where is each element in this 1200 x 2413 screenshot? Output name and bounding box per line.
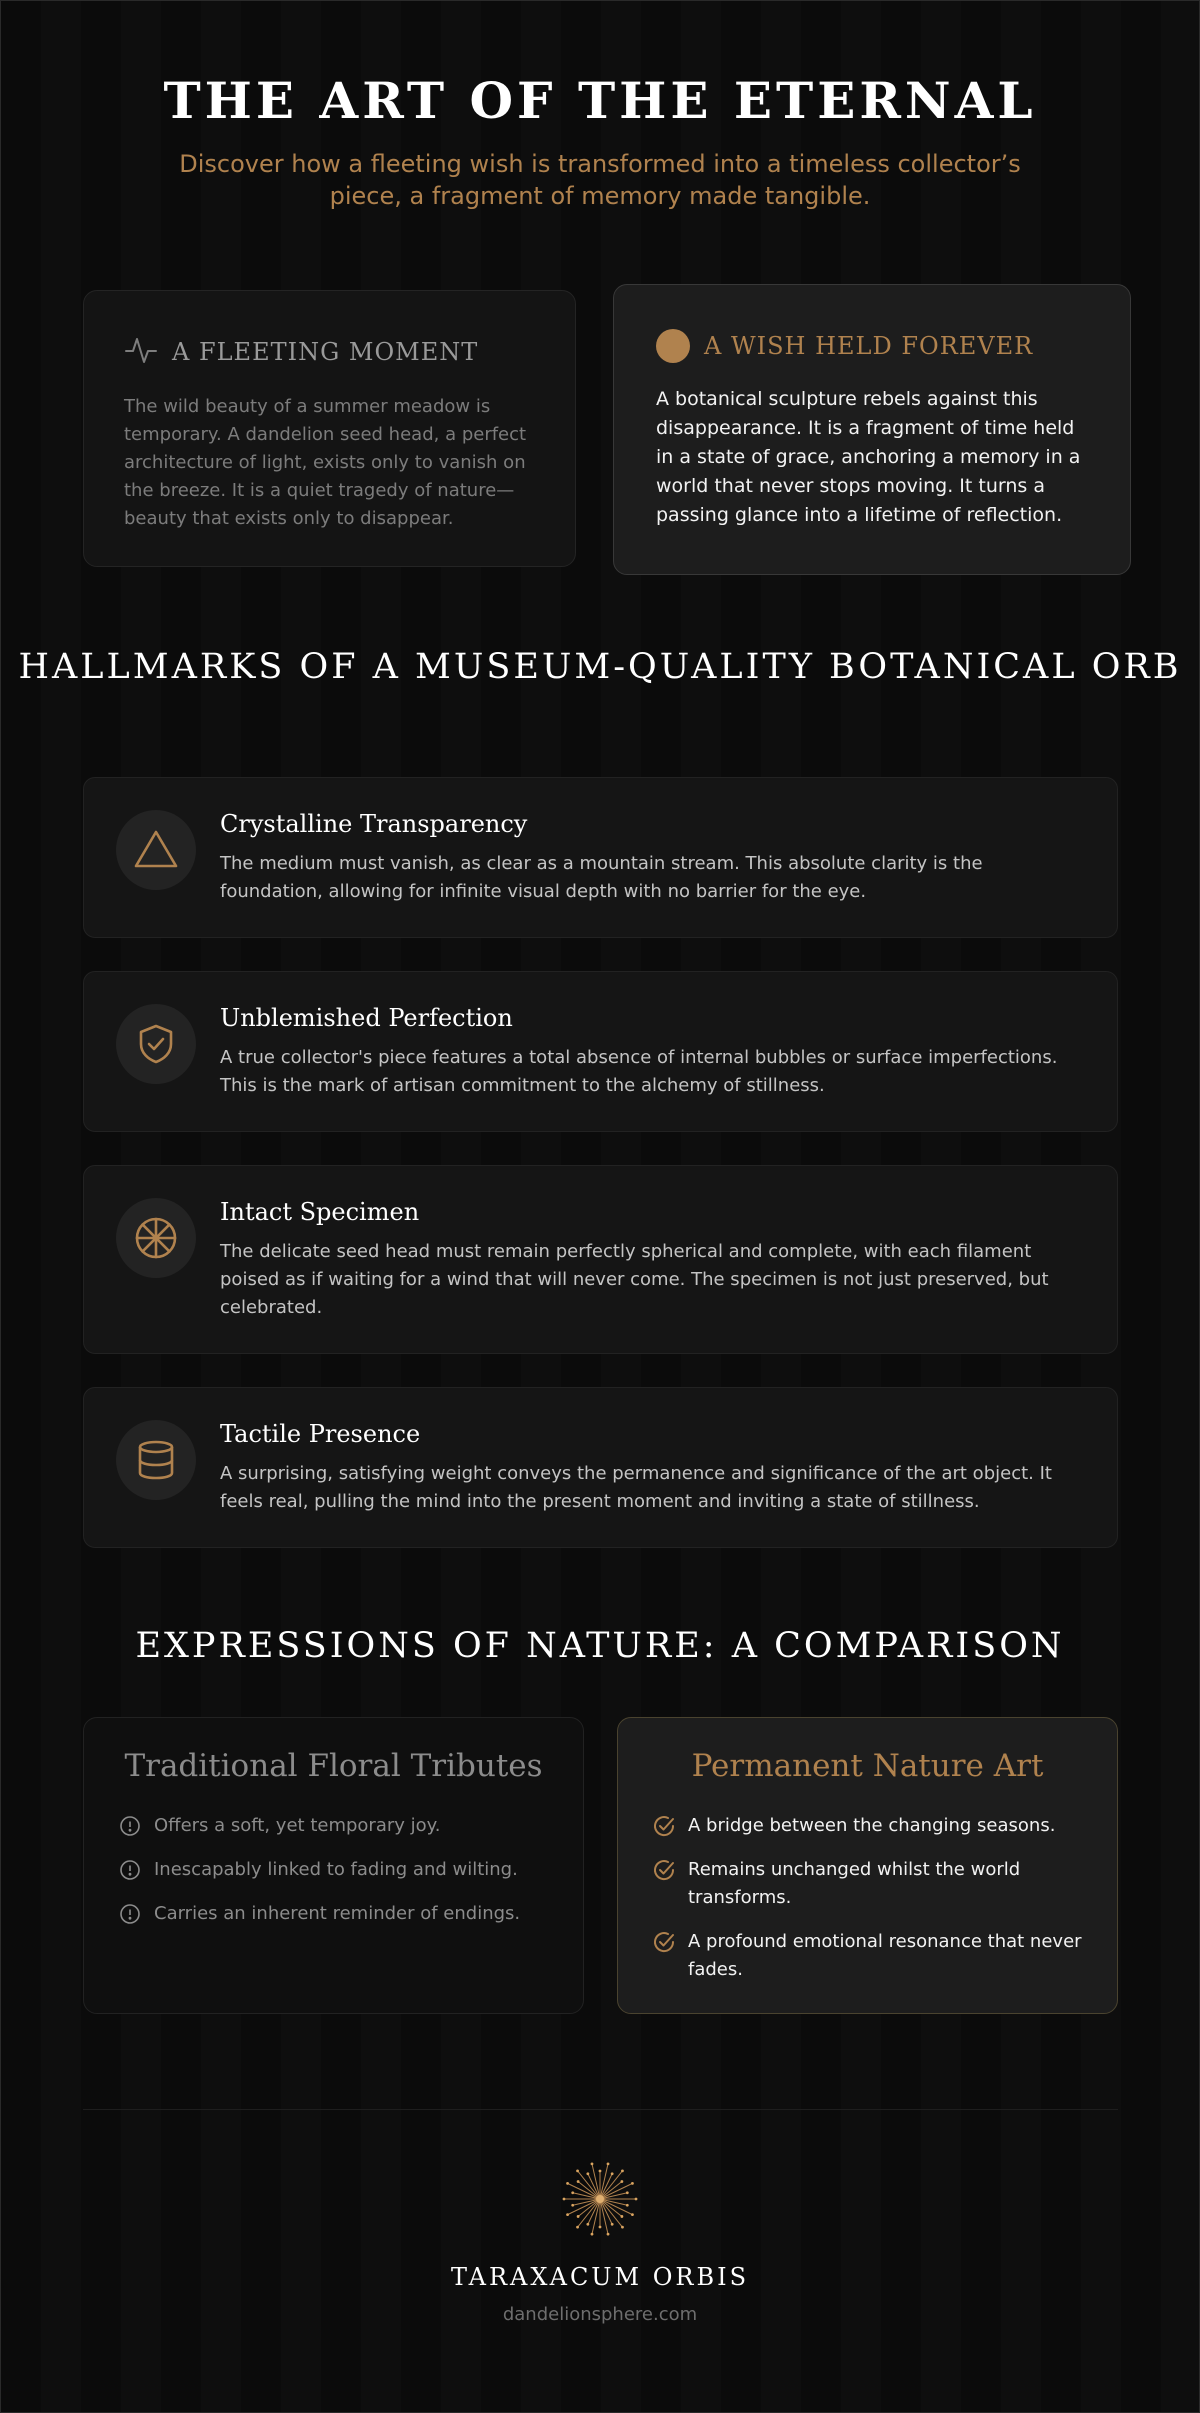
pulse-icon	[124, 333, 158, 371]
wish-held-card	[613, 284, 1131, 575]
wish-held-text: A botanical sculpture rebels against this disappearance. It is a fragment of time held in a state of grace, anchoring a memory in a world that never stops moving. It turns a passing glance into a lifetime of reflection.	[656, 388, 1081, 526]
hallmark-text: The delicate seed head must remain perfectly spherical and complete, with each filament poised as if waiting for a wind that will never come. The specimen is not just preserved, but celebrated.	[220, 1241, 1049, 1318]
hallmark-title: Intact Specimen	[220, 1198, 420, 1226]
list-item	[652, 1812, 1083, 1840]
hallmark-card	[83, 777, 1118, 938]
fleeting-moment-text: The wild beauty of a summer meadow is temporary. A dandelion seed head, a perfect architecture of light, exists only to vanish on the breeze. It is a quiet tragedy of nature—beauty that exists only to disappear.	[124, 396, 527, 529]
permanent-title: Permanent Nature Art	[691, 1748, 1044, 1784]
list-item	[652, 1928, 1083, 1984]
comparison-title: EXPRESSIONS OF NATURE: A COMPARISON	[135, 1626, 1065, 1666]
footer-brand: TARAXACUM ORBIS	[450, 2263, 750, 2291]
triangle-icon	[116, 810, 196, 890]
check-circle-icon	[652, 1812, 676, 1840]
footer-url[interactable]: dandelionsphere.com	[502, 2304, 698, 2325]
hallmark-text: A true collector's piece features a total absence of internal bubbles or surface imperfections. This is the mark of artisan commitment to the alchemy of stillness.	[220, 1047, 1058, 1096]
hallmark-title: Tactile Presence	[220, 1420, 421, 1448]
traditional-tributes-card	[83, 1717, 584, 2014]
permanent-nature-art-card	[617, 1717, 1118, 2014]
list-item-text: A bridge between the changing seasons.	[688, 1815, 1056, 1836]
hallmark-title: Crystalline Transparency	[220, 810, 528, 838]
list-item-text: Remains unchanged whilst the world transforms.	[688, 1859, 1021, 1908]
check-circle-icon	[652, 1856, 676, 1884]
fleeting-moment-card	[83, 290, 576, 567]
list-item-text: Offers a soft, yet temporary joy.	[154, 1815, 441, 1836]
hallmark-title: Unblemished Perfection	[220, 1004, 513, 1032]
footer-divider	[83, 2109, 1118, 2110]
hallmark-text: A surprising, satisfying weight conveys the permanence and significance of the art object. It feels real, pulling the mind into the present moment and inviting a state of stillness.	[220, 1463, 1052, 1512]
fleeting-moment-title: A FLEETING MOMENT	[172, 338, 479, 366]
hero-title: THE ART OF THE ETERNAL	[163, 71, 1037, 130]
list-item-text: A profound emotional resonance that never fades.	[688, 1931, 1082, 1980]
orb-icon	[656, 329, 690, 363]
wish-held-title: A WISH HELD FOREVER	[704, 332, 1034, 360]
list-item	[118, 1900, 549, 1928]
list-item	[652, 1856, 1083, 1912]
hero	[1, 71, 1199, 212]
hallmark-text: The medium must vanish, as clear as a mountain stream. This absolute clarity is the foundation, allowing for infinite visual depth with no barrier for the eye.	[220, 853, 983, 902]
traditional-title: Traditional Floral Tributes	[124, 1748, 543, 1784]
shield-check-icon	[116, 1004, 196, 1084]
page	[1, 1, 1199, 2412]
permanent-list	[652, 1812, 1083, 1984]
hallmark-card	[83, 971, 1118, 1132]
traditional-list	[118, 1812, 549, 1928]
alert-circle-icon	[118, 1856, 142, 1884]
hallmark-card	[83, 1387, 1118, 1548]
list-item-text: Carries an inherent reminder of endings.	[154, 1903, 521, 1924]
database-icon	[116, 1420, 196, 1500]
list-item	[118, 1812, 549, 1840]
hero-subtitle: Discover how a fleeting wish is transformed into a timeless collector’s piece, a fragment of memory made tangible.	[179, 150, 1021, 210]
hallmarks-title: HALLMARKS OF A MUSEUM-QUALITY BOTANICAL ORB	[18, 647, 1182, 687]
wheel-icon	[116, 1198, 196, 1278]
dandelion-burst-icon	[560, 2159, 640, 2239]
alert-circle-icon	[118, 1900, 142, 1928]
hallmark-card	[83, 1165, 1118, 1354]
list-item-text: Inescapably linked to fading and wilting.	[154, 1859, 518, 1880]
list-item	[118, 1856, 549, 1884]
alert-circle-icon	[118, 1812, 142, 1840]
check-circle-icon	[652, 1928, 676, 1956]
